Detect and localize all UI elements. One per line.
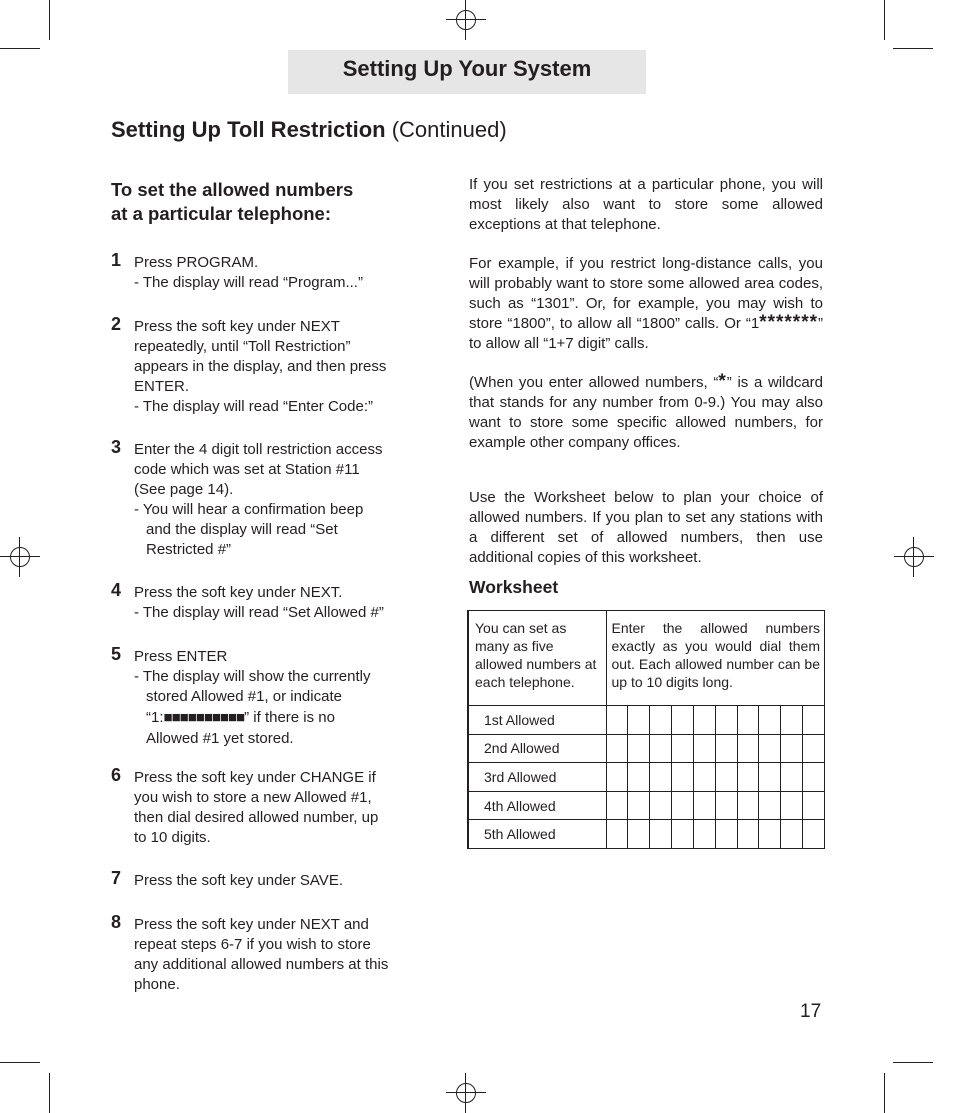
- step-text: Press the soft key under NEXT.: [134, 584, 343, 601]
- digit-cell[interactable]: [803, 705, 825, 734]
- digit-cell[interactable]: [650, 791, 672, 820]
- procedure-heading-line: at a particular telephone:: [111, 203, 331, 224]
- crop-mark: [49, 1073, 50, 1113]
- step-number: 8: [111, 912, 122, 932]
- digit-cell[interactable]: [803, 763, 825, 792]
- digit-cell[interactable]: [650, 763, 672, 792]
- digit-cell[interactable]: [672, 734, 694, 763]
- step-text: (See page 14).: [134, 481, 234, 498]
- digit-cell[interactable]: [781, 705, 803, 734]
- step-text: ” if there is no: [244, 709, 335, 726]
- step-text: and the display will read “Set: [146, 521, 338, 538]
- registration-mark: [446, 0, 486, 40]
- digit-cell[interactable]: [650, 820, 672, 849]
- step-text: Press PROGRAM.: [134, 254, 259, 271]
- digit-cell[interactable]: [672, 820, 694, 849]
- worksheet-intro-right: Enter the allowed numbers exactly as you would dial them out. Each allowed number can be up to 10 digits long.: [606, 611, 825, 706]
- step-4: [111, 580, 431, 623]
- digit-cell[interactable]: [737, 734, 759, 763]
- wildcard-star-icon: *: [718, 371, 727, 392]
- step-text: Press the soft key under NEXT and: [134, 916, 369, 933]
- step-text: Press the soft key under SAVE.: [134, 872, 343, 889]
- step-text: “1:: [146, 709, 164, 726]
- step-text: appears in the display, and then press: [134, 358, 387, 375]
- digit-cell[interactable]: [606, 705, 628, 734]
- digit-cell[interactable]: [672, 763, 694, 792]
- step-3: [111, 437, 431, 560]
- worksheet-row-label: 2nd Allowed: [468, 734, 606, 763]
- section-title-bold: Setting Up Toll Restriction: [111, 117, 386, 142]
- example-paragraph: [469, 254, 823, 354]
- step-text: Restricted #”: [146, 541, 232, 558]
- step-number: 1: [111, 250, 122, 270]
- step-number: 7: [111, 868, 122, 888]
- digit-cell[interactable]: [672, 705, 694, 734]
- step-text: - The display will read “Program...”: [134, 274, 363, 291]
- step-text: then dial desired allowed number, up: [134, 809, 379, 826]
- digit-cell[interactable]: [759, 763, 781, 792]
- section-title-rest: (Continued): [391, 117, 507, 142]
- registration-mark: [894, 537, 934, 577]
- step-text: you wish to store a new Allowed #1,: [134, 789, 372, 806]
- digit-cell[interactable]: [628, 791, 650, 820]
- digit-cell[interactable]: [737, 763, 759, 792]
- crop-mark: [893, 1062, 933, 1063]
- header-title: Setting Up Your System: [288, 50, 646, 94]
- step-text: [134, 707, 431, 729]
- worksheet-title: Worksheet: [469, 577, 559, 597]
- crop-mark: [884, 0, 885, 40]
- digit-cell[interactable]: [715, 791, 737, 820]
- procedure-heading-line: To set the allowed numbers: [111, 179, 354, 200]
- step-text: - The display will show the currently: [134, 668, 371, 685]
- step-number: 5: [111, 644, 122, 664]
- digit-cell[interactable]: [715, 820, 737, 849]
- blank-placeholder-icon: ■■■■■■■■■■: [163, 709, 245, 726]
- digit-cell[interactable]: [715, 763, 737, 792]
- example-text: ” to allow all “1+7 digit” calls.: [469, 315, 823, 352]
- page-number: 17: [800, 1001, 822, 1022]
- digit-cell[interactable]: [693, 734, 715, 763]
- step-number: 4: [111, 580, 122, 600]
- step-text: - The display will read “Set Allowed #”: [134, 604, 384, 621]
- digit-cell[interactable]: [606, 791, 628, 820]
- step-text: repeatedly, until “Toll Restriction”: [134, 338, 351, 355]
- digit-cell[interactable]: [650, 705, 672, 734]
- digit-cell[interactable]: [693, 791, 715, 820]
- digit-cell[interactable]: [759, 820, 781, 849]
- digit-cell[interactable]: [606, 763, 628, 792]
- crop-mark: [893, 48, 933, 49]
- step-text: Press the soft key under NEXT: [134, 318, 340, 335]
- wildcard-stars-icon: *******: [759, 312, 818, 333]
- digit-cell[interactable]: [781, 734, 803, 763]
- step-text: - The display will read “Enter Code:”: [134, 398, 373, 415]
- step-text: phone.: [134, 976, 180, 993]
- digit-cell[interactable]: [606, 820, 628, 849]
- worksheet-row-label: 1st Allowed: [468, 705, 606, 734]
- step-number: 3: [111, 437, 122, 457]
- section-title: [111, 117, 507, 143]
- digit-cell[interactable]: [693, 820, 715, 849]
- step-8: [111, 912, 431, 995]
- digit-cell[interactable]: [759, 791, 781, 820]
- step-text: code which was set at Station #11: [134, 461, 360, 478]
- registration-mark: [446, 1073, 486, 1113]
- digit-cell[interactable]: [628, 763, 650, 792]
- digit-cell[interactable]: [759, 734, 781, 763]
- digit-cell[interactable]: [737, 705, 759, 734]
- digit-cell[interactable]: [759, 705, 781, 734]
- step-6: [111, 765, 431, 848]
- crop-mark: [0, 48, 40, 49]
- digit-cell[interactable]: [803, 791, 825, 820]
- digit-cell[interactable]: [650, 734, 672, 763]
- step-text: Allowed #1 yet stored.: [146, 730, 294, 747]
- step-5: [111, 644, 431, 749]
- worksheet-intro-left: You can set as many as five allowed numbers at each telephone.: [468, 611, 606, 706]
- digit-cell[interactable]: [628, 705, 650, 734]
- digit-cell[interactable]: [737, 820, 759, 849]
- wildcard-paragraph: [469, 373, 823, 453]
- digit-cell[interactable]: [737, 791, 759, 820]
- wildcard-text: ” is a wildcard that stands for any number from 0-9.) You may also want to store some specific allowed numbers, for example other company offices.: [469, 374, 823, 451]
- wildcard-text: (When you enter allowed numbers, “: [469, 374, 719, 391]
- procedure-heading: [111, 178, 411, 226]
- step-number: 2: [111, 314, 122, 334]
- digit-cell[interactable]: [672, 791, 694, 820]
- registration-mark: [0, 537, 40, 577]
- digit-cell[interactable]: [693, 705, 715, 734]
- digit-cell[interactable]: [693, 763, 715, 792]
- digit-cell[interactable]: [803, 734, 825, 763]
- digit-cell[interactable]: [628, 734, 650, 763]
- worksheet-row-label: 4th Allowed: [468, 791, 606, 820]
- digit-cell[interactable]: [781, 820, 803, 849]
- crop-mark: [884, 1073, 885, 1113]
- worksheet-instructions: Use the Worksheet below to plan your choice of allowed numbers. If you plan to set any stations with a different set of allowed numbers, then use additional copies of this worksheet.: [469, 489, 823, 566]
- worksheet-table: [467, 610, 825, 849]
- example-text: For example, if you restrict long-distance calls, you will probably want to store some allowed area codes, such as “1301”. Or, for example, you may wish to store “1800”, to allow all “1800” calls. Or “1: [469, 255, 823, 332]
- step-text: Enter the 4 digit toll restriction access: [134, 441, 383, 458]
- step-1: [111, 250, 431, 293]
- step-text: any additional allowed numbers at this: [134, 956, 389, 973]
- digit-cell[interactable]: [781, 763, 803, 792]
- step-number: 6: [111, 765, 122, 785]
- digit-cell[interactable]: [715, 734, 737, 763]
- digit-cell[interactable]: [606, 734, 628, 763]
- digit-cell[interactable]: [803, 820, 825, 849]
- step-text: repeat steps 6-7 if you wish to store: [134, 936, 371, 953]
- worksheet-row-label: 3rd Allowed: [468, 763, 606, 792]
- step-text: ENTER.: [134, 378, 190, 395]
- digit-cell[interactable]: [781, 791, 803, 820]
- step-text: Press ENTER: [134, 648, 228, 665]
- crop-mark: [49, 0, 50, 40]
- step-7: [111, 868, 431, 891]
- step-2: [111, 314, 431, 417]
- crop-mark: [0, 1062, 40, 1063]
- digit-cell[interactable]: [715, 705, 737, 734]
- step-text: stored Allowed #1, or indicate: [146, 688, 342, 705]
- step-text: - You will hear a confirmation beep: [134, 501, 364, 518]
- step-text: to 10 digits.: [134, 829, 211, 846]
- digit-cell[interactable]: [628, 820, 650, 849]
- worksheet-row-label: 5th Allowed: [468, 820, 606, 849]
- intro-paragraph: If you set restrictions at a particular phone, you will most likely also want to store some allowed exceptions at that telephone.: [469, 176, 823, 233]
- step-text: Press the soft key under CHANGE if: [134, 769, 376, 786]
